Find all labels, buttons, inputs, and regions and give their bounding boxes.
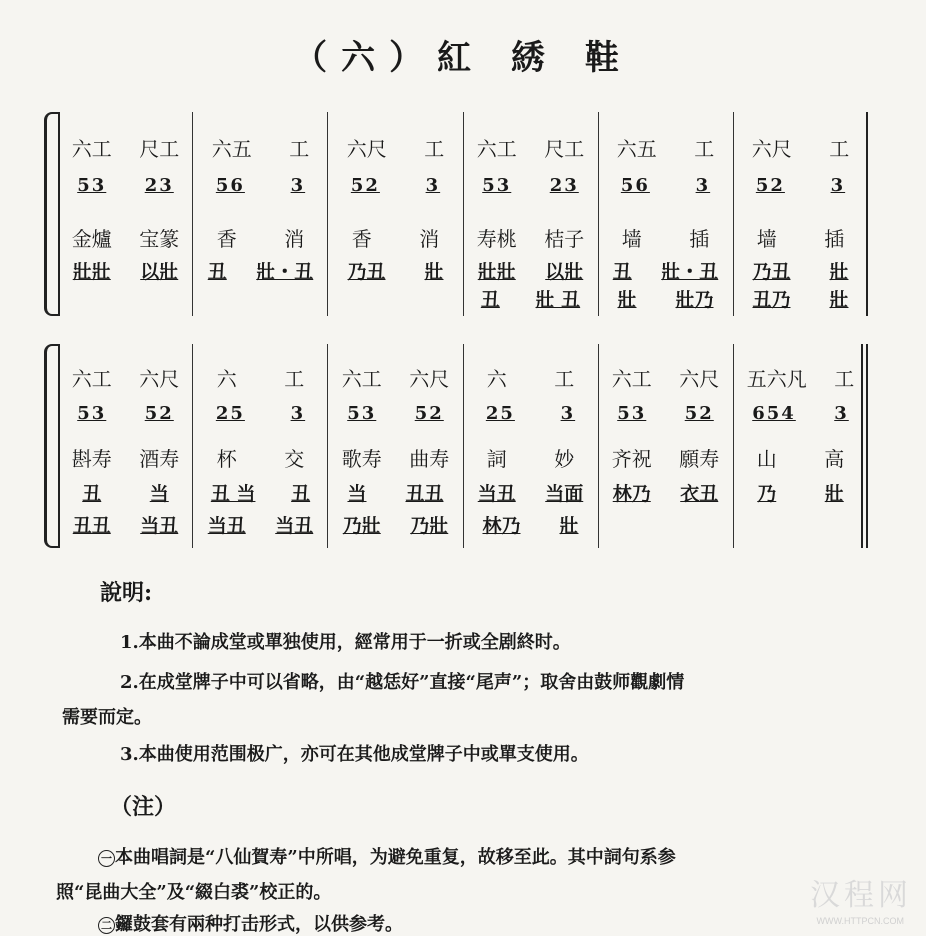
gongche-notation: 六尺 (751, 136, 792, 161)
jianpu-number: 53 (347, 402, 377, 424)
percussion-syllable: 丑乃 (752, 288, 791, 311)
lyric-syllable: 墙 (621, 226, 642, 251)
lyric-syllable: 妙 (554, 446, 575, 471)
percussion-syllable: 壯 (559, 514, 579, 537)
gongche-notation: 六尺 (679, 366, 720, 391)
percussion-syllable: 壯乃 (675, 288, 714, 311)
lyric-syllable: 交 (284, 446, 305, 471)
percussion-syllable: 丑 (612, 260, 632, 283)
gongche-notation: 六尺 (409, 366, 450, 391)
gongche-notation: 尺工 (139, 136, 180, 161)
percussion-syllable: 当丑 (207, 514, 246, 537)
explanation-item: 3.本曲使用范围极广，亦可在其他成堂牌子中或單支使用。 (120, 744, 589, 765)
percussion-syllable: 乃 (757, 482, 777, 505)
percussion-syllable: 壯 (424, 260, 444, 283)
percussion-syllable: 壯・丑 (256, 260, 314, 283)
lyric-syllable: 宝篆 (139, 226, 180, 251)
gongche-notation: 工 (424, 136, 445, 161)
percussion-syllable: 当丑 (140, 514, 179, 537)
percussion-syllable: 乃丑 (347, 260, 386, 283)
percussion-syllable: 壯 丑 (535, 288, 581, 311)
lyric-syllable: 曲寿 (409, 446, 450, 471)
jianpu-number: 53 (617, 402, 647, 424)
gongche-notation: 工 (289, 136, 310, 161)
jianpu-number: 23 (144, 174, 174, 196)
jianpu-number: 52 (755, 174, 785, 196)
percussion-syllable: 以壯 (140, 260, 179, 283)
watermark-url: WWW.HTTPCN.COM (816, 916, 904, 926)
staff-brace (44, 112, 59, 316)
lyric-syllable: 願寿 (679, 446, 720, 471)
page-title: （六）紅 綉 鞋 (293, 38, 633, 78)
jianpu-number: 52 (684, 402, 714, 424)
lyric-syllable: 插 (824, 226, 845, 251)
lyric-syllable: 插 (689, 226, 710, 251)
percussion-syllable: 当面 (545, 482, 584, 505)
lyric-syllable: 香 (216, 226, 237, 251)
percussion-syllable: 当丑 (477, 482, 516, 505)
percussion-syllable: 丑 (207, 260, 227, 283)
lyric-syllable: 山 (756, 446, 777, 471)
score-staff-1 (58, 112, 868, 316)
percussion-syllable: 乃壯 (342, 514, 381, 537)
watermark-logo: 汉程网 (810, 879, 912, 912)
jianpu-number: 3 (695, 174, 711, 196)
lyric-syllable: 齐祝 (611, 446, 652, 471)
gongche-notation: 六五 (211, 136, 252, 161)
gongche-notation: 工 (554, 366, 575, 391)
gongche-notation: 六五 (616, 136, 657, 161)
jianpu-number: 53 (482, 174, 512, 196)
gongche-notation: 工 (834, 366, 855, 391)
jianpu-number: 52 (144, 402, 174, 424)
percussion-syllable: 当 (347, 482, 367, 505)
percussion-syllable: 丑 (480, 288, 500, 311)
lyric-syllable: 金爐 (71, 226, 112, 251)
percussion-syllable: 衣丑 (680, 482, 719, 505)
note-item: 照“昆曲大全”及“綴白裘”校正的。 (56, 882, 332, 903)
circled-number-1: 一 (98, 850, 115, 867)
percussion-syllable: 以壯 (545, 260, 584, 283)
gongche-notation: 五六凡 (746, 366, 807, 391)
lyric-syllable: 消 (419, 226, 440, 251)
percussion-syllable: 壯 (829, 260, 849, 283)
gongche-notation: 六工 (71, 366, 112, 391)
percussion-syllable: 丑丑 (405, 482, 444, 505)
gongche-notation: 六工 (476, 136, 517, 161)
jianpu-number: 3 (830, 174, 846, 196)
score-staff-2 (58, 344, 868, 548)
lyric-syllable: 詞 (486, 446, 507, 471)
gongche-notation: 六工 (341, 366, 382, 391)
percussion-syllable: 林乃 (612, 482, 651, 505)
percussion-syllable: 当 (149, 482, 169, 505)
jianpu-number: 52 (414, 402, 444, 424)
jianpu-number: 3 (560, 402, 576, 424)
note-item: 二 鑼鼓套有兩种打击形式，以供参考。 (98, 910, 403, 936)
lyric-syllable: 酒寿 (139, 446, 180, 471)
percussion-syllable: 林乃 (482, 514, 521, 537)
lyric-syllable: 杯 (216, 446, 237, 471)
gongche-notation: 六工 (611, 366, 652, 391)
jianpu-number: 3 (425, 174, 441, 196)
lyric-syllable: 歌寿 (341, 446, 382, 471)
gongche-notation: 工 (284, 366, 305, 391)
gongche-notation: 六尺 (139, 366, 180, 391)
percussion-syllable: 壯 (829, 288, 849, 311)
percussion-syllable: 壯 (824, 482, 844, 505)
percussion-syllable: 丑 (82, 482, 102, 505)
percussion-syllable: 丑 (291, 482, 311, 505)
percussion-syllable: 丑丑 (72, 514, 111, 537)
gongche-notation: 六工 (71, 136, 112, 161)
jianpu-number: 53 (77, 174, 107, 196)
jianpu-number: 56 (620, 174, 650, 196)
percussion-syllable: 丑 当 (210, 482, 256, 505)
lyric-syllable: 香 (351, 226, 372, 251)
percussion-syllable: 当丑 (275, 514, 314, 537)
lyric-syllable: 斟寿 (71, 446, 112, 471)
gongche-notation: 尺工 (544, 136, 585, 161)
explanation-heading: 說明: (100, 580, 153, 606)
percussion-syllable: 壯壯 (72, 260, 111, 283)
staff-brace (44, 344, 59, 548)
gongche-notation: 六 (486, 366, 507, 391)
percussion-syllable: 壯壯 (477, 260, 516, 283)
explanation-item: 需要而定。 (62, 707, 152, 728)
explanation-item: 1.本曲不論成堂或單独使用，經常用于一折或全剧終时。 (120, 632, 571, 653)
lyric-syllable: 桔子 (544, 226, 585, 251)
jianpu-number: 25 (485, 402, 515, 424)
jianpu-number: 3 (834, 402, 849, 424)
percussion-syllable: 壯・丑 (661, 260, 719, 283)
gongche-notation: 六 (216, 366, 237, 391)
percussion-syllable: 乃丑 (752, 260, 791, 283)
lyric-syllable: 消 (284, 226, 305, 251)
lyric-syllable: 高 (824, 446, 845, 471)
gongche-notation: 六尺 (346, 136, 387, 161)
jianpu-number: 3 (290, 402, 306, 424)
jianpu-number: 52 (350, 174, 380, 196)
jianpu-number: 53 (77, 402, 107, 424)
note-item: 一 本曲唱詞是“八仙賀寿”中所唱，为避免重复，故移至此。其中詞句系参 (98, 843, 676, 869)
explanation-item: 2.在成堂牌子中可以省略，由“越恁好”直接“尾声”；取舍由鼓师觀劇情 (120, 672, 685, 693)
jianpu-number: 25 (215, 402, 245, 424)
percussion-syllable: 乃壯 (410, 514, 449, 537)
gongche-notation: 工 (694, 136, 715, 161)
percussion-syllable: 壯 (617, 288, 637, 311)
jianpu-number: 654 (752, 402, 796, 424)
gongche-notation: 工 (829, 136, 850, 161)
jianpu-number: 56 (215, 174, 245, 196)
circled-number-2: 二 (98, 917, 115, 934)
lyric-syllable: 寿桃 (476, 226, 517, 251)
notes-heading: （注） (110, 794, 177, 820)
lyric-syllable: 墙 (756, 226, 777, 251)
jianpu-number: 23 (549, 174, 579, 196)
jianpu-number: 3 (290, 174, 306, 196)
